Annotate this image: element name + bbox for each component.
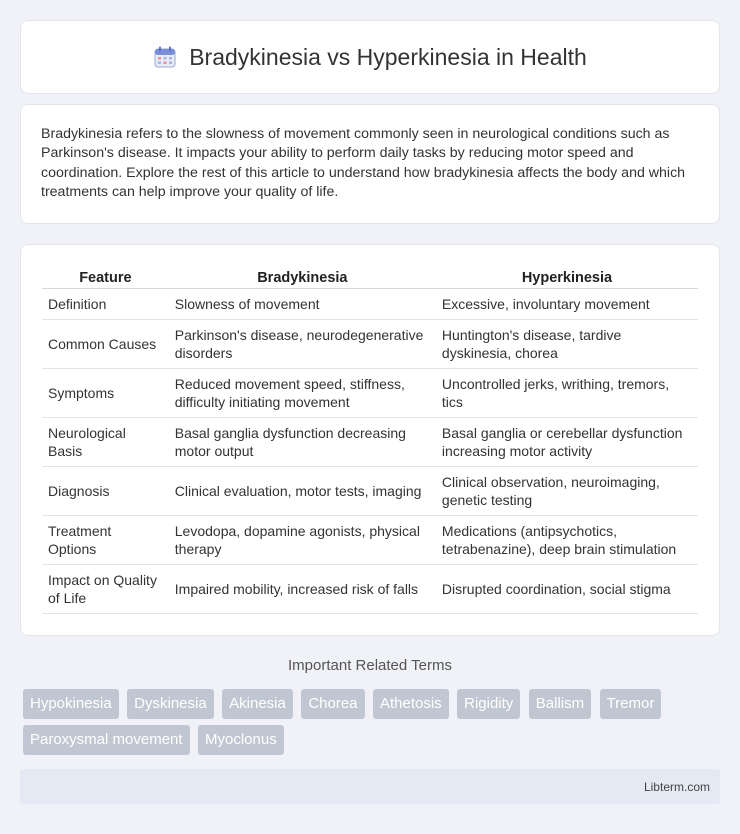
- comparison-table: [42, 267, 698, 614]
- row-hyperkinesia: Huntington's disease, tardive dyskinesia, chorea: [436, 320, 698, 369]
- row-feature: Diagnosis: [42, 467, 169, 516]
- related-term-tag[interactable]: Athetosis: [373, 689, 449, 719]
- row-bradykinesia: Impaired mobility, increased risk of falls: [169, 565, 436, 614]
- table-row: [42, 369, 698, 418]
- row-bradykinesia: Levodopa, dopamine agonists, physical therapy: [169, 516, 436, 565]
- intro-text: Bradykinesia refers to the slowness of movement commonly seen in neurological conditions such as Parkinson's disease. It impacts your ability to perform daily tasks by reducing motor speed and coordination. Explore the rest of this article to understand how bradykinesia affects the body and which treatments can help improve your quality of life.: [41, 126, 686, 201]
- related-term-tag[interactable]: Chorea: [301, 689, 364, 719]
- table-row: [42, 467, 698, 516]
- row-hyperkinesia: Clinical observation, neuroimaging, genetic testing: [436, 467, 698, 516]
- page-title: Bradykinesia vs Hyperkinesia in Health: [189, 43, 587, 70]
- row-bradykinesia: Reduced movement speed, stiffness, difficulty initiating movement: [169, 369, 436, 418]
- related-term-tag[interactable]: Paroxysmal movement: [23, 725, 190, 755]
- table-row: [42, 320, 698, 369]
- related-term-tag[interactable]: Akinesia: [222, 689, 293, 719]
- intro-card: [20, 104, 720, 224]
- row-hyperkinesia: Medications (antipsychotics, tetrabenazine), deep brain stimulation: [436, 516, 698, 565]
- row-bradykinesia: Slowness of movement: [169, 289, 436, 320]
- related-term-tag[interactable]: Ballism: [529, 689, 591, 719]
- table-row: [42, 565, 698, 614]
- row-feature: Treatment Options: [42, 516, 169, 565]
- comparison-table-card: [20, 244, 720, 636]
- header-bradykinesia: Bradykinesia: [169, 267, 436, 289]
- row-feature: Symptoms: [42, 369, 169, 418]
- row-feature: Definition: [42, 289, 169, 320]
- related-term-tag[interactable]: Dyskinesia: [127, 689, 214, 719]
- table-header-row: [42, 267, 698, 289]
- row-bradykinesia: Parkinson's disease, neurodegenerative disorders: [169, 320, 436, 369]
- table-row: [42, 516, 698, 565]
- title-card: [20, 20, 720, 94]
- row-hyperkinesia: Excessive, involuntary movement: [436, 289, 698, 320]
- calendar-icon: [153, 45, 177, 69]
- related-term-tag[interactable]: Tremor: [600, 689, 662, 719]
- related-terms-list: [23, 689, 723, 761]
- related-term-tag[interactable]: Rigidity: [457, 689, 520, 719]
- row-hyperkinesia: Uncontrolled jerks, writhing, tremors, tics: [436, 369, 698, 418]
- footer-site-link[interactable]: Libterm.com: [643, 780, 710, 794]
- row-feature: Neurological Basis: [42, 418, 169, 467]
- row-hyperkinesia: Basal ganglia or cerebellar dysfunction increasing motor activity: [436, 418, 698, 467]
- table-row: [42, 418, 698, 467]
- row-bradykinesia: Clinical evaluation, motor tests, imaging: [169, 467, 436, 516]
- header-feature: Feature: [42, 267, 169, 289]
- row-feature: Common Causes: [42, 320, 169, 369]
- table-row: [42, 289, 698, 320]
- row-feature: Impact on Quality of Life: [42, 565, 169, 614]
- row-bradykinesia: Basal ganglia dysfunction decreasing motor output: [169, 418, 436, 467]
- related-terms-title: Important Related Terms: [288, 657, 452, 674]
- related-term-tag[interactable]: Myoclonus: [198, 725, 284, 755]
- footer: [20, 769, 720, 804]
- header-hyperkinesia: Hyperkinesia: [436, 267, 698, 289]
- related-term-tag[interactable]: Hypokinesia: [23, 689, 119, 719]
- row-hyperkinesia: Disrupted coordination, social stigma: [436, 565, 698, 614]
